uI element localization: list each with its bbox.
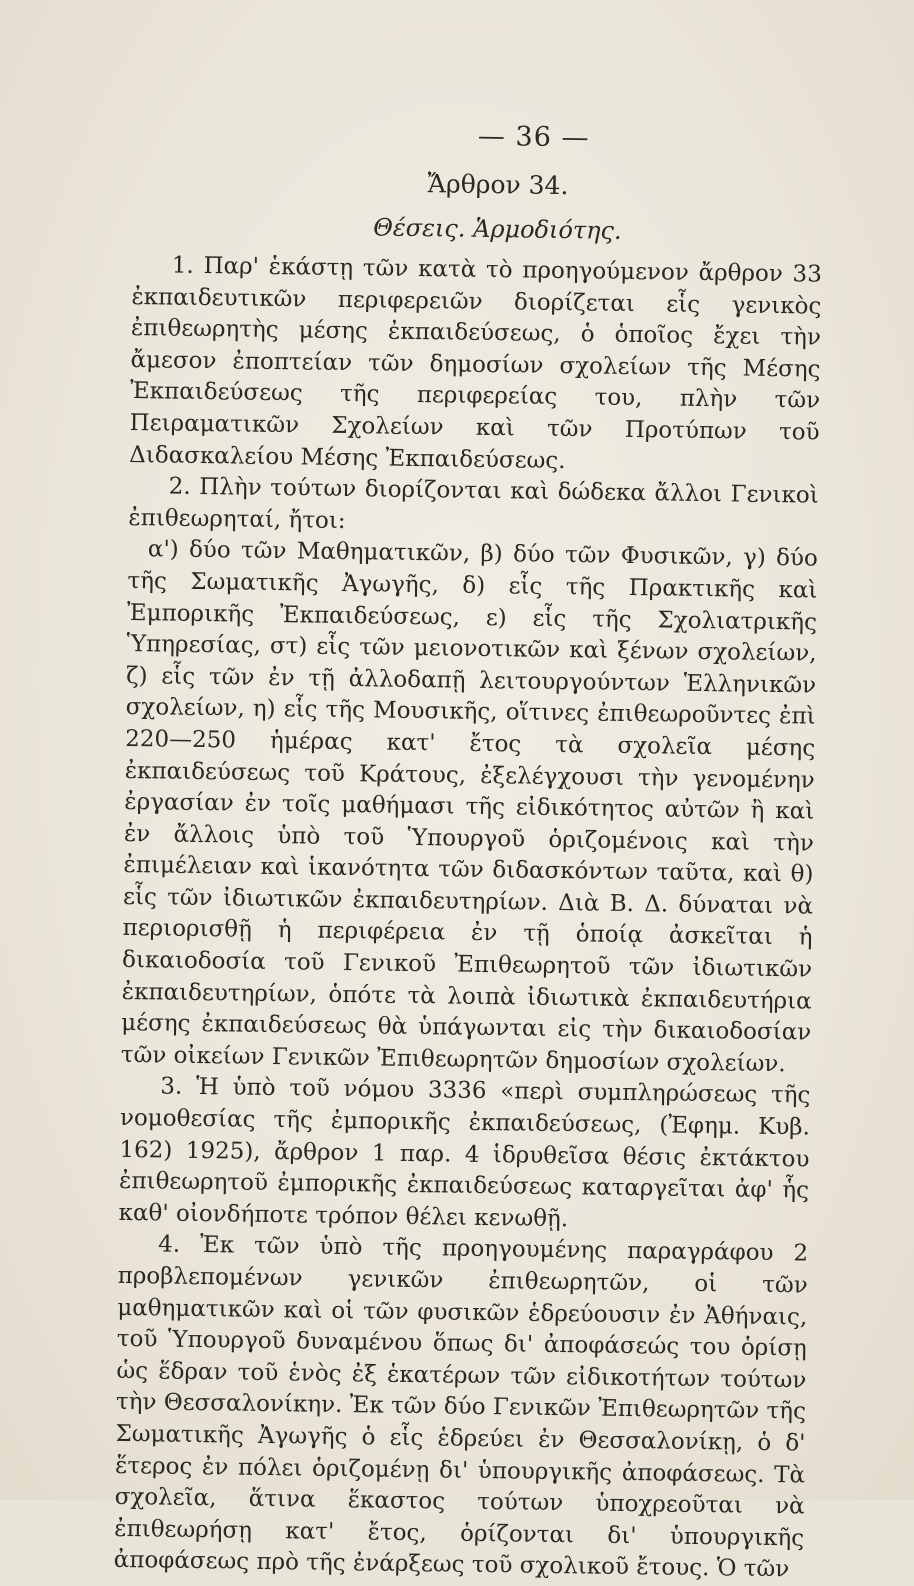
- paragraph-2: 2. Πλὴν τούτων διορίζονται καὶ δώδεκα ἄλλοι Γενικοὶ ἐπιθεωρηταί, ἤτοι:: [128, 473, 819, 534]
- paragraph-4: 4. Ἐκ τῶν ὑπὸ τῆς προηγουμένης παραγράφου 2 προβλεπομένων γενικῶν ἐπιθεωρητῶν, οἱ τῶν μαθηματικῶν καὶ οἱ τῶν φυσικῶν ἑδρεύουσιν ἐν Ἀθήναις, τοῦ Ὑπουργοῦ δυναμένου ὅπως δι' ἀποφάσεώς του ὁρίσῃ ὡς ἕδραν τοῦ ἑνὸς ἐξ ἑκατέρων τῶν εἰδικοτήτων τούτων τὴν Θεσσαλονίκην. Ἐκ τῶν δύο Γενικῶν Ἐπιθεωρητῶν τῆς Σωματικῆς Ἀγωγῆς ὁ εἷς ἑδρεύει ἐν Θεσσαλονίκῃ, ὁ δ' ἕτερος ἐν πόλει ὁριζομένῃ δι' ὑπουργικῆς ἀποφάσεως. Τὰ σχολεῖα, ἅτινα ἕκαστος τούτων ὑποχρεοῦται νὰ ἐπιθεωρήσῃ κατ' ἔτος, ὁρίζονται δι' ὑπουργικῆς ἀποφάσεως πρὸ τῆς ἐνάρξεως τοῦ σχολικοῦ ἔτους. Ὁ τῶν: [113, 1231, 809, 1583]
- article-subtitle: Θέσεις. Ἁρμοδιότης.: [372, 213, 622, 245]
- paragraph-1: 1. Παρ' ἑκάστῃ τῶν κατὰ τὸ προηγούμενον ἄρθρον 33 ἐκπαιδευτικῶν περιφερειῶν διορίζεται εἷς γενικὸς ἐπιθεωρητὴς μέσης ἐκπαιδεύσεως, ὁ ὁποῖος ἔχει τὴν ἄμεσον ἐποπτείαν τῶν δημοσίων σχολείων τῆς Μέσης Ἐκπαιδεύσεως τῆς περιφερείας του, πλὴν τῶν Πειραματικῶν Σχολείων καὶ τῶν Προτύπων τοῦ Διδασκαλείου Μέσης Ἐκπαιδεύσεως.: [129, 252, 822, 474]
- paragraph-2-list: α') δύο τῶν Μαθηματικῶν, β) δύο τῶν Φυσικῶν, γ) δύο τῆς Σωματικῆς Ἀγωγῆς, δ) εἷς τῆς Πρακτικῆς καὶ Ἐμπορικῆς Ἐκπαιδεύσεως, ε) εἷς τῆς Σχολιατρικῆς Ὑπηρεσίας, στ) εἷς τῶν μειονοτικῶν καὶ ξένων σχολείων, ζ) εἷς τῶν ἐν τῇ ἀλλοδαπῇ λειτουργούντων Ἑλληνικῶν σχολείων, η) εἷς τῆς Μουσικῆς, οἵτινες ἐπιθεωροῦντες ἐπὶ 220—250 ἡμέρας κατ' ἔτος τὰ σχολεῖα μέσης ἐκπαιδεύσεως τοῦ Κράτους, ἐξελέγχουσι τὴν γενομένην ἐργασίαν ἐν τοῖς μαθήμασι τῆς εἰδικότητος αὐτῶν ἢ καὶ ἐν ἄλλοις ὑπὸ τοῦ Ὑπουργοῦ ὁριζομένοις καὶ τὴν ἐπιμέλειαν καὶ ἱκανότητα τῶν διδασκόντων ταῦτα, καὶ θ) εἷς τῶν ἰδιωτικῶν ἐκπαιδευτηρίων. Διὰ Β. Δ. δύναται νὰ περιορισθῇ ἡ περιφέρεια ἐν τῇ ὁποίᾳ ἀσκεῖται ἡ δικαιοδοσία τοῦ Γενικοῦ Ἐπιθεωρητοῦ τῶν ἰδιωτικῶν ἐκπαιδευτηρίων, ὁπότε τὰ λοιπὰ ἰδιωτικὰ ἐκπαιδευτήρια μέσης ἐκπαιδεύσεως θὰ ὑπάγωνται εἰς τὴν δικαιοδοσίαν τῶν οἰκείων Γενικῶν Ἐπιθεωρητῶν δημοσίων σχολείων.: [120, 536, 819, 1078]
- page-number: — 36 —: [477, 120, 590, 154]
- page-text-block: [114, 112, 824, 1586]
- article-title: Ἄρθρον 34.: [427, 169, 569, 201]
- paragraph-3: 3. Ἡ ὑπὸ τοῦ νόμου 3336 «περὶ συμπληρώσεως τῆς νομοθεσίας τῆς ἐμπορικῆς ἐκπαιδεύσεως, (Ἐφημ. Κυβ. 162) 1925), ἄρθρον 1 παρ. 4 ἱδρυθεῖσα θέσις ἐκτάκτου ἐπιθεωρητοῦ ἐμπορικῆς ἐκπαιδεύσεως καταργεῖται ἀφ' ἧς καθ' οἰονδήποτε τρόπον θέλει κενωθῇ.: [118, 1073, 811, 1232]
